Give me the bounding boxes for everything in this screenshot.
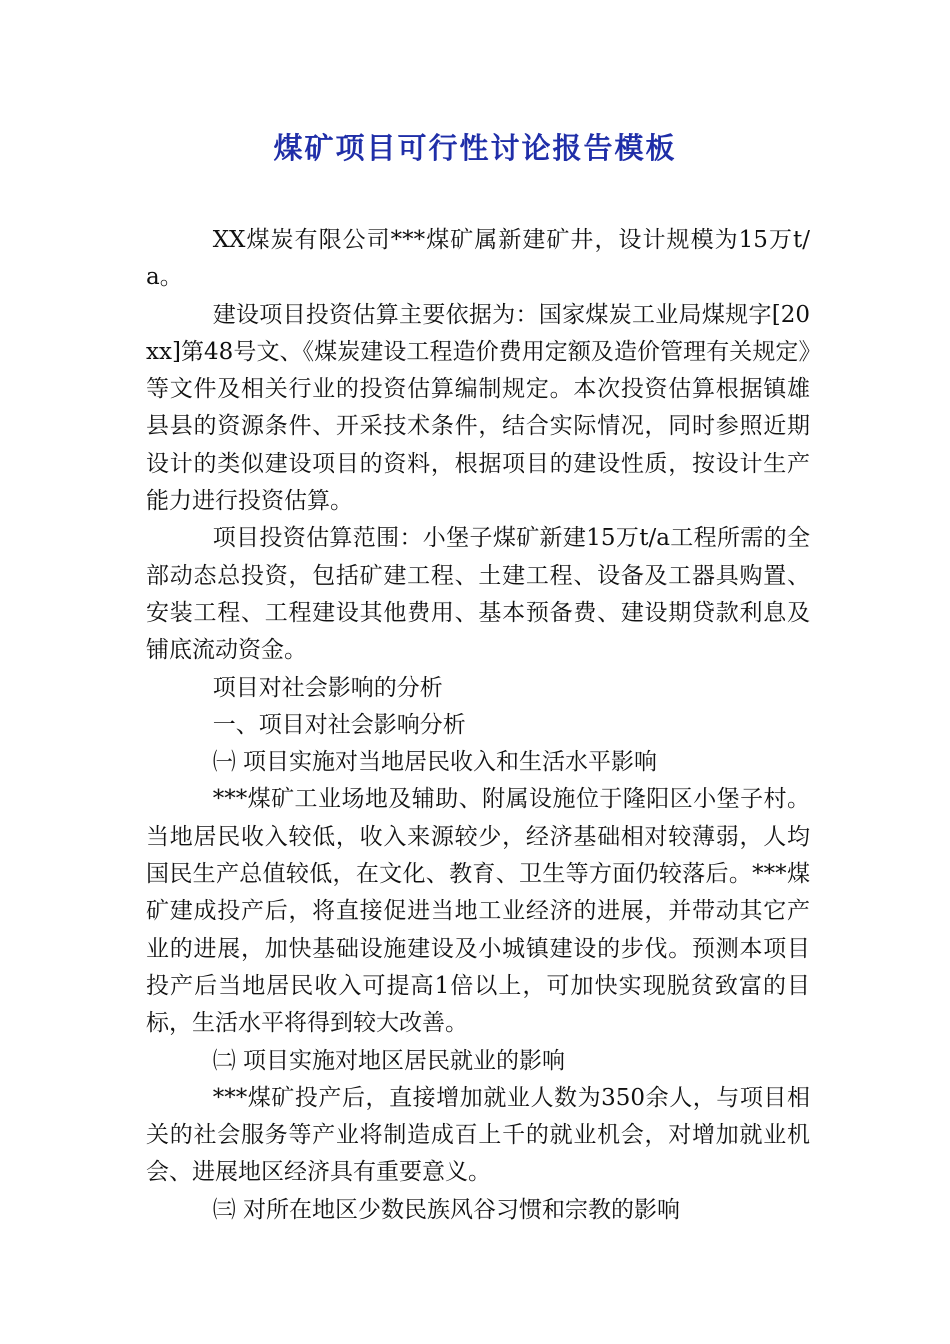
section-heading-one: 一、项目对社会影响分析 [212, 711, 466, 738]
paragraph-employment-impact: ***煤矿投产后，直接增加就业人数为350余人，与项目相关的社会服务等产业将制造成百上千的就业机会，对增加就业机会、进展地区经济具有重要意义。 [146, 1084, 810, 1186]
paragraph-estimation-scope: 项目投资估算范围：小堡子煤矿新建15万t/a工程所需的全部动态总投资，包括矿建工程、土建工程、设备及工器具购置、安装工程、工程建设其他费用、基本预备费、建设期贷款利息及铺底流动资金。 [146, 525, 810, 664]
subheading-ethnic-customs-impact: ㈢ 对所在地区少数民族风谷习惯和宗教的影响 [212, 1196, 680, 1223]
document-title: 煤矿项目可行性讨论报告模板 [273, 131, 677, 165]
paragraph-estimation-basis: 建设项目投资估算主要依据为：国家煤炭工业局煤规字[20xx]第48号文、《煤炭建设工程造价费用定额及造价管理有关规定》等文件及相关行业的投资估算编制规定。本次投资估算根据镇雄县县的资源条件、开采技术条件，结合实际情况，同时参照近期设计的类似建设项目的资料，根据项目的建设性质，按设计生产能力进行投资估算。 [146, 301, 810, 515]
subheading-employment-impact: ㈡ 项目实施对地区居民就业的影响 [212, 1047, 565, 1074]
paragraph-project-overview: XX煤炭有限公司***煤矿属新建矿井，设计规模为15万t/a。 [146, 227, 810, 291]
subheading-income-impact: ㈠ 项目实施对当地居民收入和生活水平影响 [212, 749, 657, 776]
document-body [146, 222, 810, 1229]
paragraph-income-impact: ***煤矿工业场地及辅助、附属设施位于隆阳区小堡子村。当地居民收入较低，收入来源较少，经济基础相对较薄弱，人均国民生产总值较低，在文化、教育、卫生等方面仍较落后。***煤矿建成投产后，将直接促进当地工业经济的进展，并带动其它产业的进展，加快基础设施建设及小城镇建设的步伐。预测本项目投产后当地居民收入可提高1倍以上，可加快实现脱贫致富的目标，生活水平将得到较大改善。 [146, 786, 810, 1037]
section-heading-social-impact: 项目对社会影响的分析 [212, 674, 443, 701]
